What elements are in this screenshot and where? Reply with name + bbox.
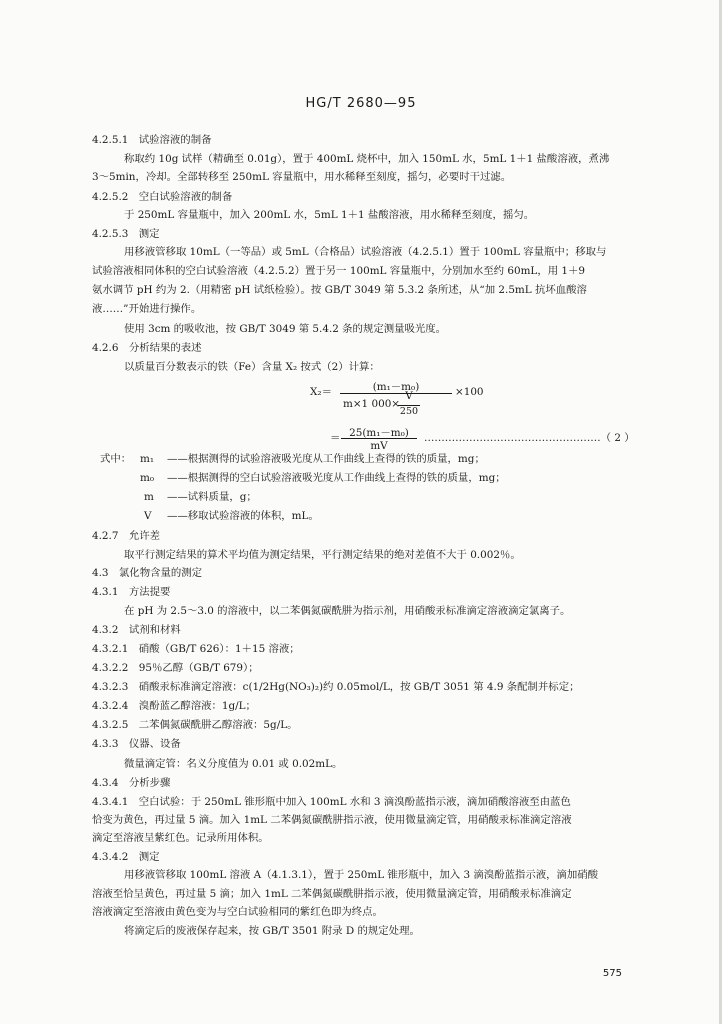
paragraph-line: 液……”开始进行操作。 <box>92 303 202 315</box>
heading-4-2-7: 4.2.7 允许差 <box>92 530 161 542</box>
fraction-bar <box>340 393 452 394</box>
formula-lhs: X₂＝ <box>310 386 332 398</box>
paragraph-line: 将滴定后的废液保存起来，按 GB/T 3501 附录 D 的规定处理。 <box>124 925 420 937</box>
paragraph-line: 4.3.4.1 空白试验：于 250mL 锥形瓶中加入 100mL 水和 3 滴溴酚蓝指示液，滴加硝酸溶液至由蓝色 <box>92 796 571 808</box>
paragraph-line: 滴定至溶液呈紫红色。记录所用体积。 <box>92 832 269 844</box>
heading-4-2-6: 4.2.6 分析结果的表述 <box>92 342 202 354</box>
heading-4-2-5-2: 4.2.5.2 空白试验溶液的制备 <box>92 191 233 203</box>
paragraph-line: 用移液管移取 100mL 溶液 A（4.1.3.1），置于 250mL 锥形瓶中，加入 3 滴溴酚蓝指示液，滴加硝酸 <box>124 869 599 881</box>
equation-number: ……………………………………………（ 2 ） <box>424 432 635 444</box>
list-item: 4.3.2.3 硝酸汞标准滴定溶液：c(1/2Hg(NO₃)₂)约 0.05mol/L，按 GB/T 3051 第 4.9 条配制并标定； <box>92 681 580 693</box>
paragraph-line: 恰变为黄色，再过量 5 滴。加入 1mL 二苯偶氮碳酰肼指示液，使用微量滴定管，用硝酸汞标准滴定溶液 <box>92 814 572 826</box>
paragraph-line: 取平行测定结果的算术平均值为测定结果，平行测定结果的绝对差值不大于 0.002％。 <box>124 549 521 561</box>
formula-sub-numerator: V <box>405 390 413 402</box>
paragraph-line: 溶液滴定至溶液由黄色变为与空白试验相同的紫红色即为终点。 <box>92 906 383 918</box>
list-item: 4.3.2.4 溴酚蓝乙醇溶液：1g/L； <box>92 700 256 712</box>
formula-times: ×100 <box>455 386 484 398</box>
paragraph-line: 溶液至恰呈黄色，再过量 5 滴；加入 1mL 二苯偶氮碳酰肼指示液，使用微量滴定管，用硝酸汞标准滴定 <box>92 888 572 900</box>
where-label: 式中： <box>100 453 132 465</box>
paragraph-line: 氨水调节 pH 约为 2.（用精密 pH 试纸检验）。按 GB/T 3049 第 5.3.2 条所述，从“加 2.5mL 抗坏血酸溶 <box>92 284 587 296</box>
heading-4-3-3: 4.3.3 仪器、设备 <box>92 738 181 750</box>
page-number: 575 <box>602 968 622 979</box>
paragraph-line: 3～5min，冷却。全部转移至 250mL 容量瓶中，用水稀释至刻度，摇匀，必要时干过滤。 <box>92 171 512 183</box>
variable-symbol: m₁ <box>140 453 155 465</box>
paragraph-line: 使用 3cm 的吸收池，按 GB/T 3049 第 5.4.2 条的规定测量吸光度。 <box>124 323 447 335</box>
variable-symbol: m <box>144 491 154 503</box>
variable-description: ——试料质量，g； <box>167 491 257 503</box>
variable-description: ——根据测得的空白试验溶液吸光度从工作曲线上查得的铁的质量，mg； <box>167 472 506 484</box>
paragraph-line: 以质量百分数表示的铁（Fe）含量 X₂ 按式（2）计算： <box>124 361 380 373</box>
heading-4-3-4: 4.3.4 分析步骤 <box>92 777 171 789</box>
list-item: 4.3.2.1 硝酸（GB/T 626）：1＋15 溶液； <box>92 643 300 655</box>
heading-4-3: 4.3 氯化物含量的测定 <box>92 567 203 579</box>
variable-symbol: m₀ <box>140 472 155 484</box>
heading-4-3-2: 4.3.2 试剂和材料 <box>92 624 181 636</box>
formula-sub-denominator: 250 <box>399 406 419 417</box>
paragraph-line: 试验溶液相同体积的空白试验溶液（4.2.5.2）置于另一 100mL 容量瓶中，分别加水至约 60mL，用 1＋9 <box>92 265 586 277</box>
formula-denominator-2: mV <box>370 440 388 452</box>
variable-symbol: V <box>144 510 152 522</box>
formula-numerator: (m₁－m₀) <box>372 381 420 393</box>
paragraph-line: 称取约 10g 试样（精确至 0.01g），置于 400mL 烧杯中，加入 150mL 水，5mL 1＋1 盐酸溶液，煮沸 <box>124 153 610 165</box>
list-item: 4.3.2.5 二苯偶氮碳酰肼乙醇溶液：5g/L。 <box>92 719 298 731</box>
paragraph-line: 在 pH 为 2.5～3.0 的溶液中，以二苯偶氮碳酰肼为指示剂，用硝酸汞标准滴定溶液滴定氯离子。 <box>124 605 571 617</box>
heading-4-3-1: 4.3.1 方法提要 <box>92 586 171 598</box>
page-header: HG/T 2680—95 <box>305 96 417 111</box>
variable-description: ——移取试验溶液的体积，mL。 <box>167 510 319 522</box>
heading-4-2-5-3: 4.2.5.3 测定 <box>92 228 160 240</box>
paragraph-line: 用移液管移取 10mL（一等品）或 5mL（合格品）试验溶液（4.2.5.1）置于 100mL 容量瓶中；移取与 <box>124 246 607 258</box>
formula-numerator-2: 25(m₁－m₀) <box>349 427 409 439</box>
list-item: 4.3.2.2 95％乙醇（GB/T 679）； <box>92 662 259 674</box>
fraction-bar <box>341 438 417 439</box>
heading-4-3-4-2: 4.3.4.2 测定 <box>92 851 160 863</box>
heading-4-2-5-1: 4.2.5.1 试验溶液的制备 <box>92 134 212 146</box>
variable-description: ——根据测得的试验溶液吸光度从工作曲线上查得的铁的质量，mg； <box>167 453 485 465</box>
formula-denominator: m×1 000× <box>343 398 401 410</box>
formula-equals: ＝ <box>330 432 341 444</box>
paragraph-line: 于 250mL 容量瓶中，加入 200mL 水，5mL 1＋1 盐酸溶液，用水稀释至刻度，摇匀。 <box>124 209 535 221</box>
paragraph-line: 微量滴定管：名义分度值为 0.01 或 0.02mL。 <box>124 758 343 770</box>
